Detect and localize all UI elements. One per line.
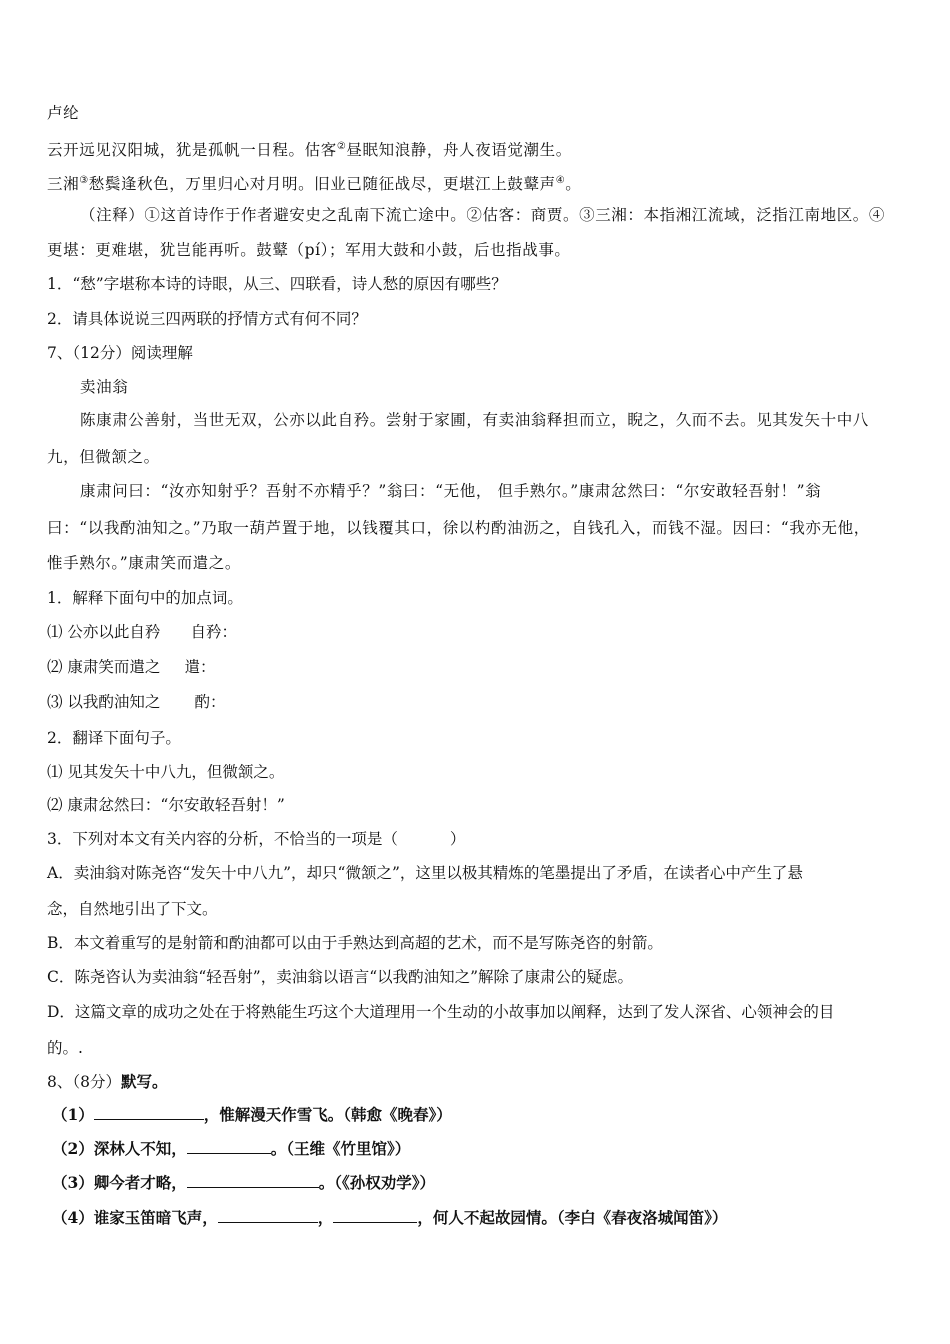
item-answer: 酌： bbox=[194, 693, 226, 711]
footnote-mark: ② bbox=[336, 141, 347, 152]
article-p2-line1: 康肃问曰：“汝亦知射乎？吾射不亦精乎？”翁曰：“无他， 但手熟尔。”康肃忿然曰：“尔安敢轻吾射！”翁 bbox=[80, 482, 822, 500]
article-title: 卖油翁 bbox=[80, 378, 129, 396]
item-text: 。（《孙权劝学》） bbox=[318, 1173, 436, 1192]
option-b: B．本文着重写的是射箭和酌油都可以由于手熟达到高超的艺术，而不是写陈尧咨的射箭。 bbox=[47, 934, 663, 952]
answer-blank[interactable] bbox=[187, 1139, 271, 1154]
header-title: 默写。 bbox=[120, 1072, 168, 1091]
text: 云开远见汉阳城，犹是孤帆一日程。估客 bbox=[47, 141, 337, 159]
poem-line-1 bbox=[47, 137, 572, 160]
s7-question-2: 2．翻译下面句子。 bbox=[47, 729, 181, 747]
section7-header: 7、（12分）阅读理解 bbox=[47, 344, 193, 362]
item-text: （4）谁家玉笛暗飞声， bbox=[52, 1208, 218, 1227]
article-p1-line1: 陈康肃公善射，当世无双，公亦以此自矜。尝射于家圃，有卖油翁释担而立，睨之，久而不去。见其发矢十中八 bbox=[80, 411, 869, 429]
poem-note-1: （注释）①这首诗作于作者避安史之乱南下流亡途中。②估客：商贾。③三湘：本指湘江流域，泛指江南地区。④ bbox=[80, 206, 886, 224]
poem-note-2: 更堪：更难堪，犹岂能再听。鼓鼙（pí）；军用大鼓和小鼓，后也指战事。 bbox=[47, 241, 571, 259]
item-answer: 自矜： bbox=[190, 623, 237, 641]
article-p2-line2: 曰：“以我酌油知之。”乃取一葫芦置于地，以钱覆其口，徐以杓酌油沥之，自钱孔入，而钱不湿。因曰：“我亦无他， bbox=[47, 519, 870, 537]
question-paren: ） bbox=[449, 830, 466, 848]
option-a-line1: A．卖油翁对陈尧咨“发矢十中八九”，却只“微颔之”，这里以极其精炼的笔墨提出了矛盾，在读者心中产生了悬 bbox=[47, 864, 803, 882]
fill-item-3 bbox=[52, 1173, 435, 1193]
footnote-mark: ③ bbox=[79, 175, 89, 186]
item-label: ⑵ 康肃笑而遣之 bbox=[47, 658, 161, 676]
poem-line-2 bbox=[47, 171, 581, 194]
option-d-line1: D．这篇文章的成功之处在于将熟能生巧这个大道理用一个生动的小故事加以阐释，达到了发人深省、心领神会的目 bbox=[47, 1003, 835, 1021]
text: 愁鬓逢秋色，万里归心对月明。旧业已随征战尽，更堪江上鼓鼙声 bbox=[88, 175, 556, 193]
answer-blank[interactable] bbox=[187, 1173, 319, 1188]
s7-q1-item-2 bbox=[47, 657, 215, 677]
article-p2-line3: 惟手熟尔。”康肃笑而遣之。 bbox=[47, 554, 241, 572]
section8-header bbox=[47, 1072, 168, 1092]
fill-item-1 bbox=[52, 1105, 452, 1125]
fill-item-4 bbox=[52, 1208, 727, 1228]
footnote-mark: ④ bbox=[555, 175, 566, 186]
item-text: ， bbox=[317, 1208, 334, 1227]
item-label: ⑴ 公亦以此自矜 bbox=[47, 623, 161, 641]
text: 三湘 bbox=[47, 175, 80, 193]
option-a-line2: 念，自然地引出了下文。 bbox=[47, 900, 218, 918]
text: 。 bbox=[565, 175, 582, 193]
item-number: （1） bbox=[52, 1105, 94, 1124]
answer-blank[interactable] bbox=[94, 1105, 204, 1120]
answer-blank[interactable] bbox=[333, 1208, 417, 1223]
answer-blank[interactable] bbox=[218, 1208, 318, 1223]
item-text: （3）卿今者才略， bbox=[52, 1173, 187, 1192]
option-d-line2: 的。. bbox=[47, 1039, 83, 1057]
item-text: 。（王维《竹里馆》） bbox=[270, 1139, 411, 1158]
s7-q2-item-1: ⑴ 见其发矢十中八九，但微颔之。 bbox=[47, 763, 285, 781]
s7-q1-item-3 bbox=[47, 692, 225, 712]
fill-item-2 bbox=[52, 1139, 410, 1159]
poem-question-1: 1．“愁”字堪称本诗的诗眼，从三、四联看，诗人愁的原因有哪些？ bbox=[47, 275, 507, 293]
item-text: ，何人不起故园情。（李白《春夜洛城闻笛》） bbox=[417, 1208, 728, 1227]
article-p1-line2: 九，但微颔之。 bbox=[47, 448, 160, 466]
item-text: （2）深林人不知， bbox=[52, 1139, 187, 1158]
item-text: ，惟解漫天作雪飞。（韩愈《晚春》） bbox=[203, 1105, 452, 1124]
s7-q1-item-1 bbox=[47, 622, 237, 642]
text: 昼眠知浪静，舟人夜语觉潮生。 bbox=[346, 141, 572, 159]
poem-question-2: 2．请具体说说三四两联的抒情方式有何不同？ bbox=[47, 310, 367, 328]
option-c: C．陈尧咨认为卖油翁“轻吾射”，卖油翁以语言“以我酌油知之”解除了康肃公的疑虑。 bbox=[47, 968, 634, 986]
item-answer: 遣： bbox=[184, 658, 216, 676]
s7-q2-item-2: ⑵ 康肃忿然曰：“尔安敢轻吾射！” bbox=[47, 796, 285, 814]
header-number: 8、（8分） bbox=[47, 1073, 121, 1091]
poem-author: 卢纶 bbox=[47, 104, 80, 122]
s7-question-1: 1．解释下面句中的加点词。 bbox=[47, 589, 243, 607]
question-text: 3．下列对本文有关内容的分析，不恰当的一项是（ bbox=[47, 830, 398, 848]
s7-question-3 bbox=[47, 829, 465, 849]
item-label: ⑶ 以我酌油知之 bbox=[47, 693, 161, 711]
